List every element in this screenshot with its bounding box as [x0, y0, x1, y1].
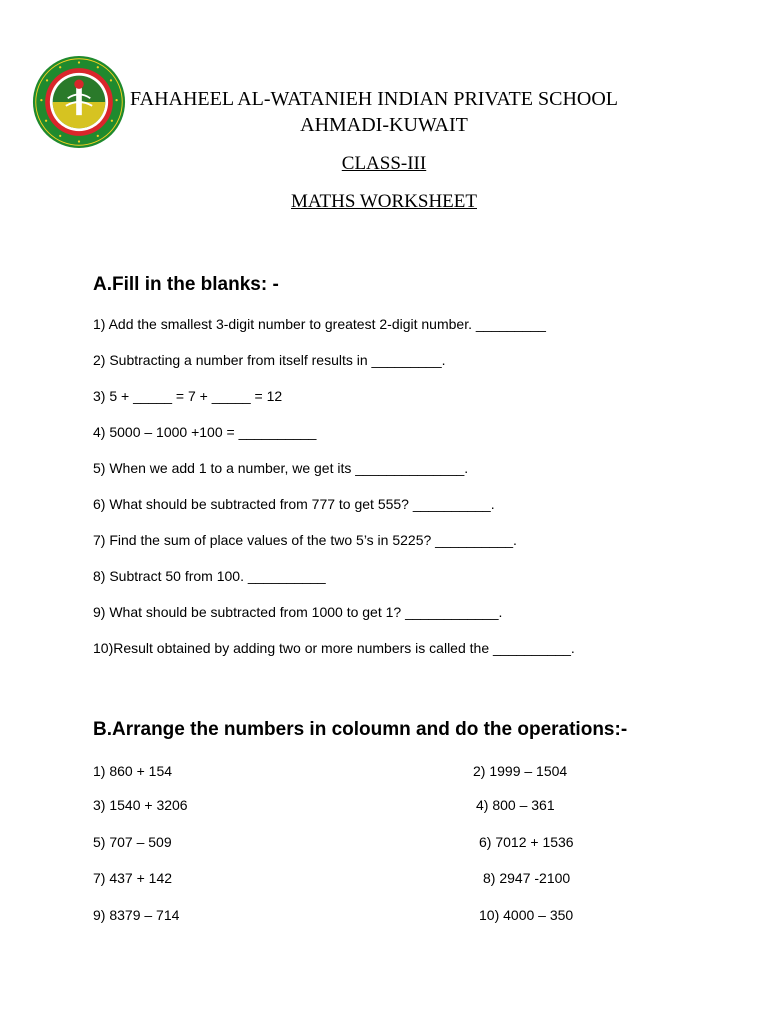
operation-2: 2) 1999 – 1504 [473, 763, 568, 779]
section-b-heading: B.Arrange the numbers in coloumn and do the operations:- [93, 719, 628, 740]
school-name: FAHAHEEL AL-WATANIEH INDIAN PRIVATE SCHOOL [130, 88, 618, 110]
question-7: 7) Find the sum of place values of the two 5’s in 5225? __________. [93, 532, 517, 548]
operation-9: 9) 8379 – 714 [93, 907, 180, 923]
question-6: 6) What should be subtracted from 777 to get 555? __________. [93, 496, 495, 512]
operation-8: 8) 2947 -2100 [483, 870, 571, 886]
question-9: 9) What should be subtracted from 1000 to get 1? ____________. [93, 604, 503, 620]
question-10: 10)Result obtained by adding two or more numbers is called the __________. [93, 640, 575, 656]
operation-4: 4) 800 – 361 [476, 797, 555, 813]
section-a-heading: A.Fill in the blanks: - [93, 274, 279, 295]
question-5: 5) When we add 1 to a number, we get its ______________. [93, 460, 469, 476]
question-1: 1) Add the smallest 3-digit number to greatest 2-digit number. _________ [93, 316, 546, 332]
operation-6: 6) 7012 + 1536 [479, 834, 574, 850]
question-2: 2) Subtracting a number from itself results in _________. [93, 352, 446, 368]
question-8: 8) Subtract 50 from 100. __________ [93, 568, 326, 584]
operation-7: 7) 437 + 142 [93, 870, 173, 886]
question-3: 3) 5 + _____ = 7 + _____ = 12 [93, 388, 283, 404]
school-location: AHMADI-KUWAIT [300, 114, 468, 136]
operation-1: 1) 860 + 154 [93, 763, 173, 779]
question-4: 4) 5000 – 1000 +100 = __________ [93, 424, 317, 440]
operation-5: 5) 707 – 509 [93, 834, 172, 850]
class-title: CLASS-III [341, 153, 427, 174]
operation-10: 10) 4000 – 350 [479, 907, 574, 923]
worksheet-title: MATHS WORKSHEET [291, 191, 477, 212]
operation-3: 3) 1540 + 3206 [93, 797, 188, 813]
